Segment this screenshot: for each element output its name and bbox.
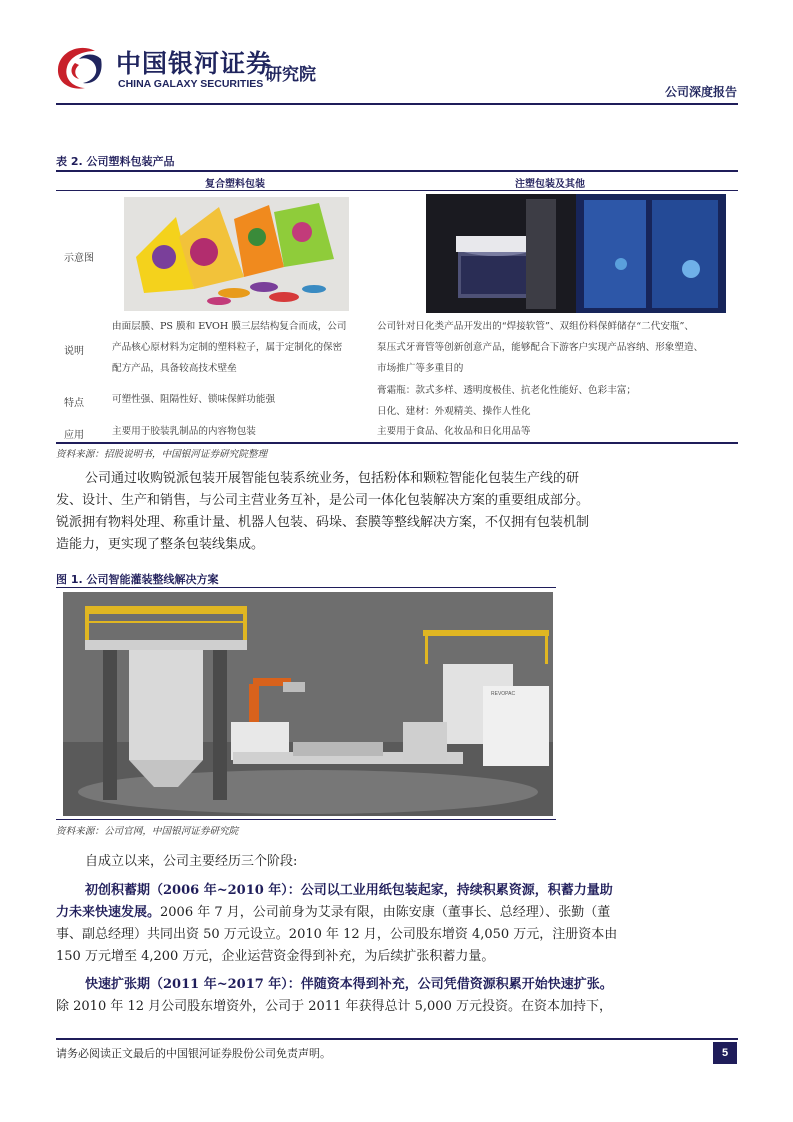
report-type: 公司深度报告 xyxy=(664,85,737,99)
table-source-note: 资料来源：招股说明书，中国银河证券研究院整理 xyxy=(56,449,268,460)
table-header-rule xyxy=(56,190,738,191)
desc-left-line-3: 配方产品，具备较高技术壁垒 xyxy=(112,363,237,374)
table-header-composite: 复合塑料包装 xyxy=(205,179,265,190)
figure-top-rule xyxy=(56,587,556,588)
stage1-line-3: 事、副总经理）共同出资 50 万元设立。2010 年 12 月，公司股东增资 4,050 万元，注册资本由 xyxy=(56,927,618,942)
stage1-line-2 xyxy=(56,902,610,924)
feature-left: 可塑性强、阻隔性好、锁味保鲜功能强 xyxy=(112,394,276,405)
para1-line-3: 锐派拥有物料处理、称重计量、机器人包装、码垛、套膜等整线解决方案，不仅拥有包装机制 xyxy=(56,515,590,530)
stage1-bold-line-1: 初创积蓄期（2006 年~2010 年）：公司以工业用纸包装起家，持续积累资源，积蓄力量助 xyxy=(85,883,613,898)
figure-source-note: 资料来源：公司官网，中国银河证券研究院 xyxy=(56,826,239,837)
usage-right: 主要用于食品、化妆品和日化用品等 xyxy=(377,426,531,437)
row-label-usage: 应用 xyxy=(64,430,84,441)
para1-line-2: 发、设计、生产和销售，与公司主营业务互补，是公司一体化包装解决方案的重要组成部分。 xyxy=(56,493,590,508)
table-bottom-rule xyxy=(56,442,738,444)
feature-right-line-2: 日化、建材：外观精美、操作人性化 xyxy=(377,406,531,417)
stage1-line-2-rest: 2006 年 7 月，公司前身为艾录有限，由陈安康（董事长、总经理）、张勤（董 xyxy=(160,905,611,920)
stage1-bold-line-2: 力未来快速发展。 xyxy=(56,905,161,920)
machine-brand-label: REVOPAC xyxy=(491,691,516,697)
table-header-injection: 注塑包装及其他 xyxy=(515,179,585,190)
figure-bottom-rule xyxy=(56,819,556,820)
packaging-line-illustration xyxy=(63,592,553,816)
desc-right-line-2: 泵压式牙膏管等创新创意产品，能够配合下游客户实现产品容纳、形象塑造、 xyxy=(377,342,704,353)
table-caption: 表 2. 公司塑料包装产品 xyxy=(56,155,175,168)
galaxy-logo-icon xyxy=(55,45,105,91)
stage1-line-4: 150 万元增至 4,200 万元，企业运营资金得到补充，为后续扩张积蓄力量。 xyxy=(56,949,495,964)
stage2-line-2: 除 2010 年 12 月公司股东增资外，公司于 2011 年获得总计 5,000 万元投资。在资本加持下， xyxy=(56,999,612,1014)
desc-right-line-3: 市场推广等多重目的 xyxy=(377,363,464,374)
row-label-desc: 说明 xyxy=(64,346,84,357)
desc-left-line-2: 产品核心原材料为定制的塑料粒子，属于定制化的保密 xyxy=(112,342,343,353)
cosmetics-packaging-photo xyxy=(426,194,726,313)
para1-line-1: 公司通过收购锐派包装开展智能包装系统业务，包括粉体和颗粒智能化包装生产线的研 xyxy=(85,471,580,486)
row-label-feature: 特点 xyxy=(64,398,84,409)
footer-disclaimer: 请务必阅读正文最后的中国银河证券股份公司免责声明。 xyxy=(56,1047,331,1060)
desc-right-line-1: 公司针对日化类产品开发出的“焊接软管”、双组份料保鲜储存“二代安瓶”、 xyxy=(377,321,695,332)
page-number: 5 xyxy=(713,1042,737,1064)
row-label-diagram: 示意图 xyxy=(64,253,94,264)
stage2-bold-line-1: 快速扩张期（2011 年~2017 年）：伴随资本得到补充，公司凭借资源积累开始快速扩张。 xyxy=(85,977,613,992)
usage-left: 主要用于胶装乳制品的内容物包装 xyxy=(112,426,256,437)
desc-left-line-1: 由面层膜、PS 膜和 EVOH 膜三层结构复合而成，公司 xyxy=(112,321,347,332)
para2: 自成立以来，公司主要经历三个阶段: xyxy=(85,854,298,869)
logo-chinese-name: 中国银河证券 xyxy=(116,49,273,78)
institute-label: 研究院 xyxy=(265,65,316,85)
header-rule xyxy=(56,103,738,105)
logo-english-name: CHINA GALAXY SECURITIES xyxy=(118,78,264,90)
para1-line-4: 造能力，更实现了整条包装线集成。 xyxy=(56,537,265,552)
feature-right-line-1: 膏霜瓶：款式多样、透明度极佳、抗老化性能好、色彩丰富； xyxy=(377,385,637,396)
footer-rule xyxy=(56,1038,738,1040)
figure-caption: 图 1. 公司智能灌装整线解决方案 xyxy=(56,573,219,586)
composite-packaging-photo xyxy=(124,197,349,311)
table-top-rule xyxy=(56,170,738,172)
